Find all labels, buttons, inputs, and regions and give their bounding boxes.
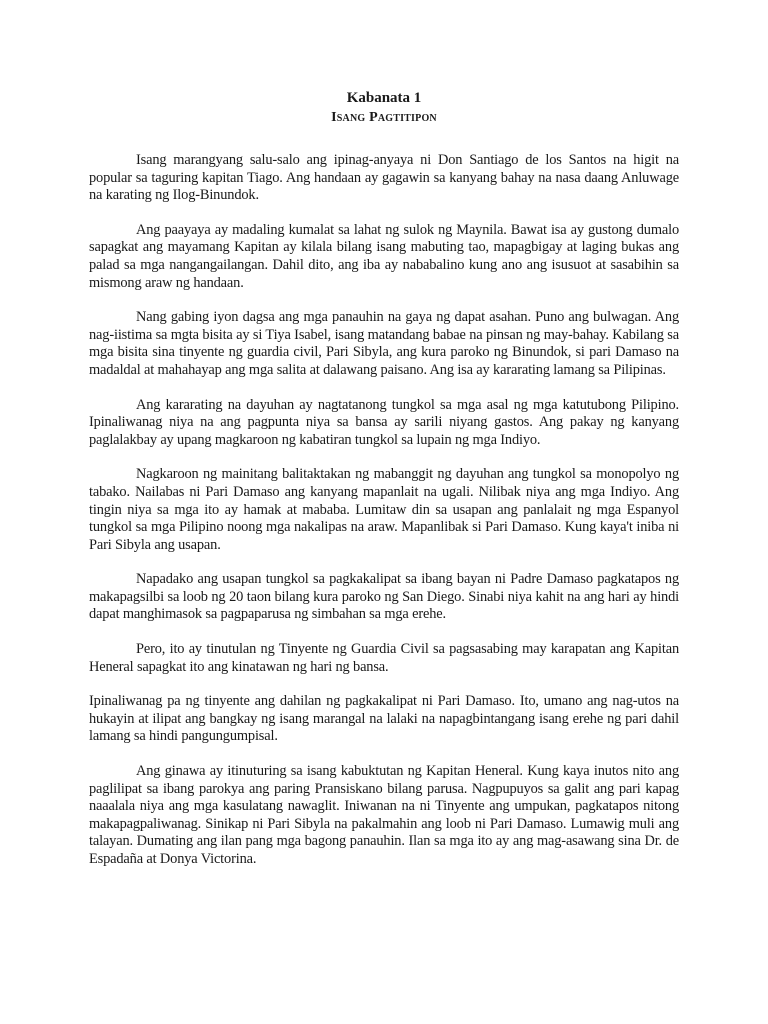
- paragraph-4: Ang kararating na dayuhan ay nagtatanong tungkol sa mga asal ng mga katutubong Pilipino. Ipinaliwanag niya na ang pagpunta niya sa bansa ay sarili niyang gastos. Ang pakay ng kanyang paglalakbay ay upang magkaroon ng kabatiran tungkol sa lupain ng mga Indiyo.: [89, 396, 679, 448]
- paragraph-7: Pero, ito ay tinutulan ng Tinyente ng Guardia Civil sa pagsasabing may karapatan ang Kapitan Heneral sapagkat ito ang kinatawan ng hari ng bansa.: [89, 641, 679, 675]
- paragraph-1: Isang marangyang salu-salo ang ipinag-anyaya ni Don Santiago de los Santos na higit na popular sa taguring kapitan Tiago. Ang handaan ay gagawin sa kanyang bahay na nasa daang Anluwage na karating ng Ilog-Binundok.: [89, 152, 679, 204]
- paragraph-9: Ang ginawa ay itinuturing sa isang kabuktutan ng Kapitan Heneral. Kung kaya inutos nito ang paglilipat sa ibang parokya ang paring Pransiskano bilang parusa. Nagpupuyos sa galit ang pari kapag naaalala niya ang mga kasulatang nawaglit. Iniwanan na ni Tinyente ang umpukan, pagkatapos nitong makapagpaliwanag. Sinikap ni Pari Sibyla na pakalmahin ang loob ni Pari Damaso. Lumawig muli ang talayan. Dumating ang ilan pang mga bagong panauhin. Ilan sa mga ito ay ang mag-asawang sina Dr. de Espadaña at Donya Victorina.: [89, 763, 679, 867]
- paragraph-5: Nagkaroon ng mainitang balitaktakan ng mabanggit ng dayuhan ang tungkol sa monopolyo ng tabako. Nailabas ni Pari Damaso ang kanyang mapanlait na ugali. Nilibak niya ang mga Indiyo. Ang tingin niya sa mga ito ay hamak at mababa. Lumitaw din sa usapan ang panlalait ng mga Espanyol tungkol sa mga Pilipino noong mga nakalipas na araw. Mapanlibak si Pari Damaso. Kung kaya't iniba ni Pari Sibyla ang usapan.: [89, 466, 679, 553]
- chapter-title: Isang Pagtitipon: [331, 110, 437, 125]
- paragraph-8: Ipinaliwanag pa ng tinyente ang dahilan ng pagkakalipat ni Pari Damaso. Ito, umano ang nag-utos na hukayin at ilipat ang bangkay ng isang marangal na lalaki na napagbintangang isang erehe ng pari dahil lamang sa hindi pangungumpisal.: [89, 693, 679, 745]
- paragraph-2: Ang paayaya ay madaling kumalat sa lahat ng sulok ng Maynila. Bawat isa ay gustong dumalo sapagkat ang mayamang Kapitan ay kilala bilang isang mabuting tao, mapagbigay at laging bukas ang palad sa mga nangangailangan. Dahil dito, ang iba ay nababalino kung ano ang isusuot at sasabihin sa mismong araw ng handaan.: [89, 221, 679, 291]
- paragraph-3: Nang gabing iyon dagsa ang mga panauhin na gaya ng dapat asahan. Puno ang bulwagan. Ang nag-iistima sa mgta bisita ay si Tiya Isabel, isang matandang babae na pinsan ng may-bahay. Kabilang sa mga bisita sina tinyente ng guardia civil, Pari Sibyla, ang kura paroko ng Binundok, si pari Damaso na madaldal at mahahayap ang mga salita at dalawang paisano. Ang isa ay kararating lamang sa Pilipinas.: [89, 309, 679, 378]
- paragraph-6: Napadako ang usapan tungkol sa pagkakalipat sa ibang bayan ni Padre Damaso pagkatapos ng makapagsilbi sa loob ng 20 taon bilang kura paroko ng San Diego. Sinabi niya kahit na ang hari ay hindi dapat manghimasok sa pagpaparusa ng simbahan sa mga erehe.: [89, 571, 679, 623]
- document-body: [89, 152, 679, 869]
- chapter-heading: Kabanata 1: [346, 90, 422, 106]
- document-header: [89, 88, 679, 128]
